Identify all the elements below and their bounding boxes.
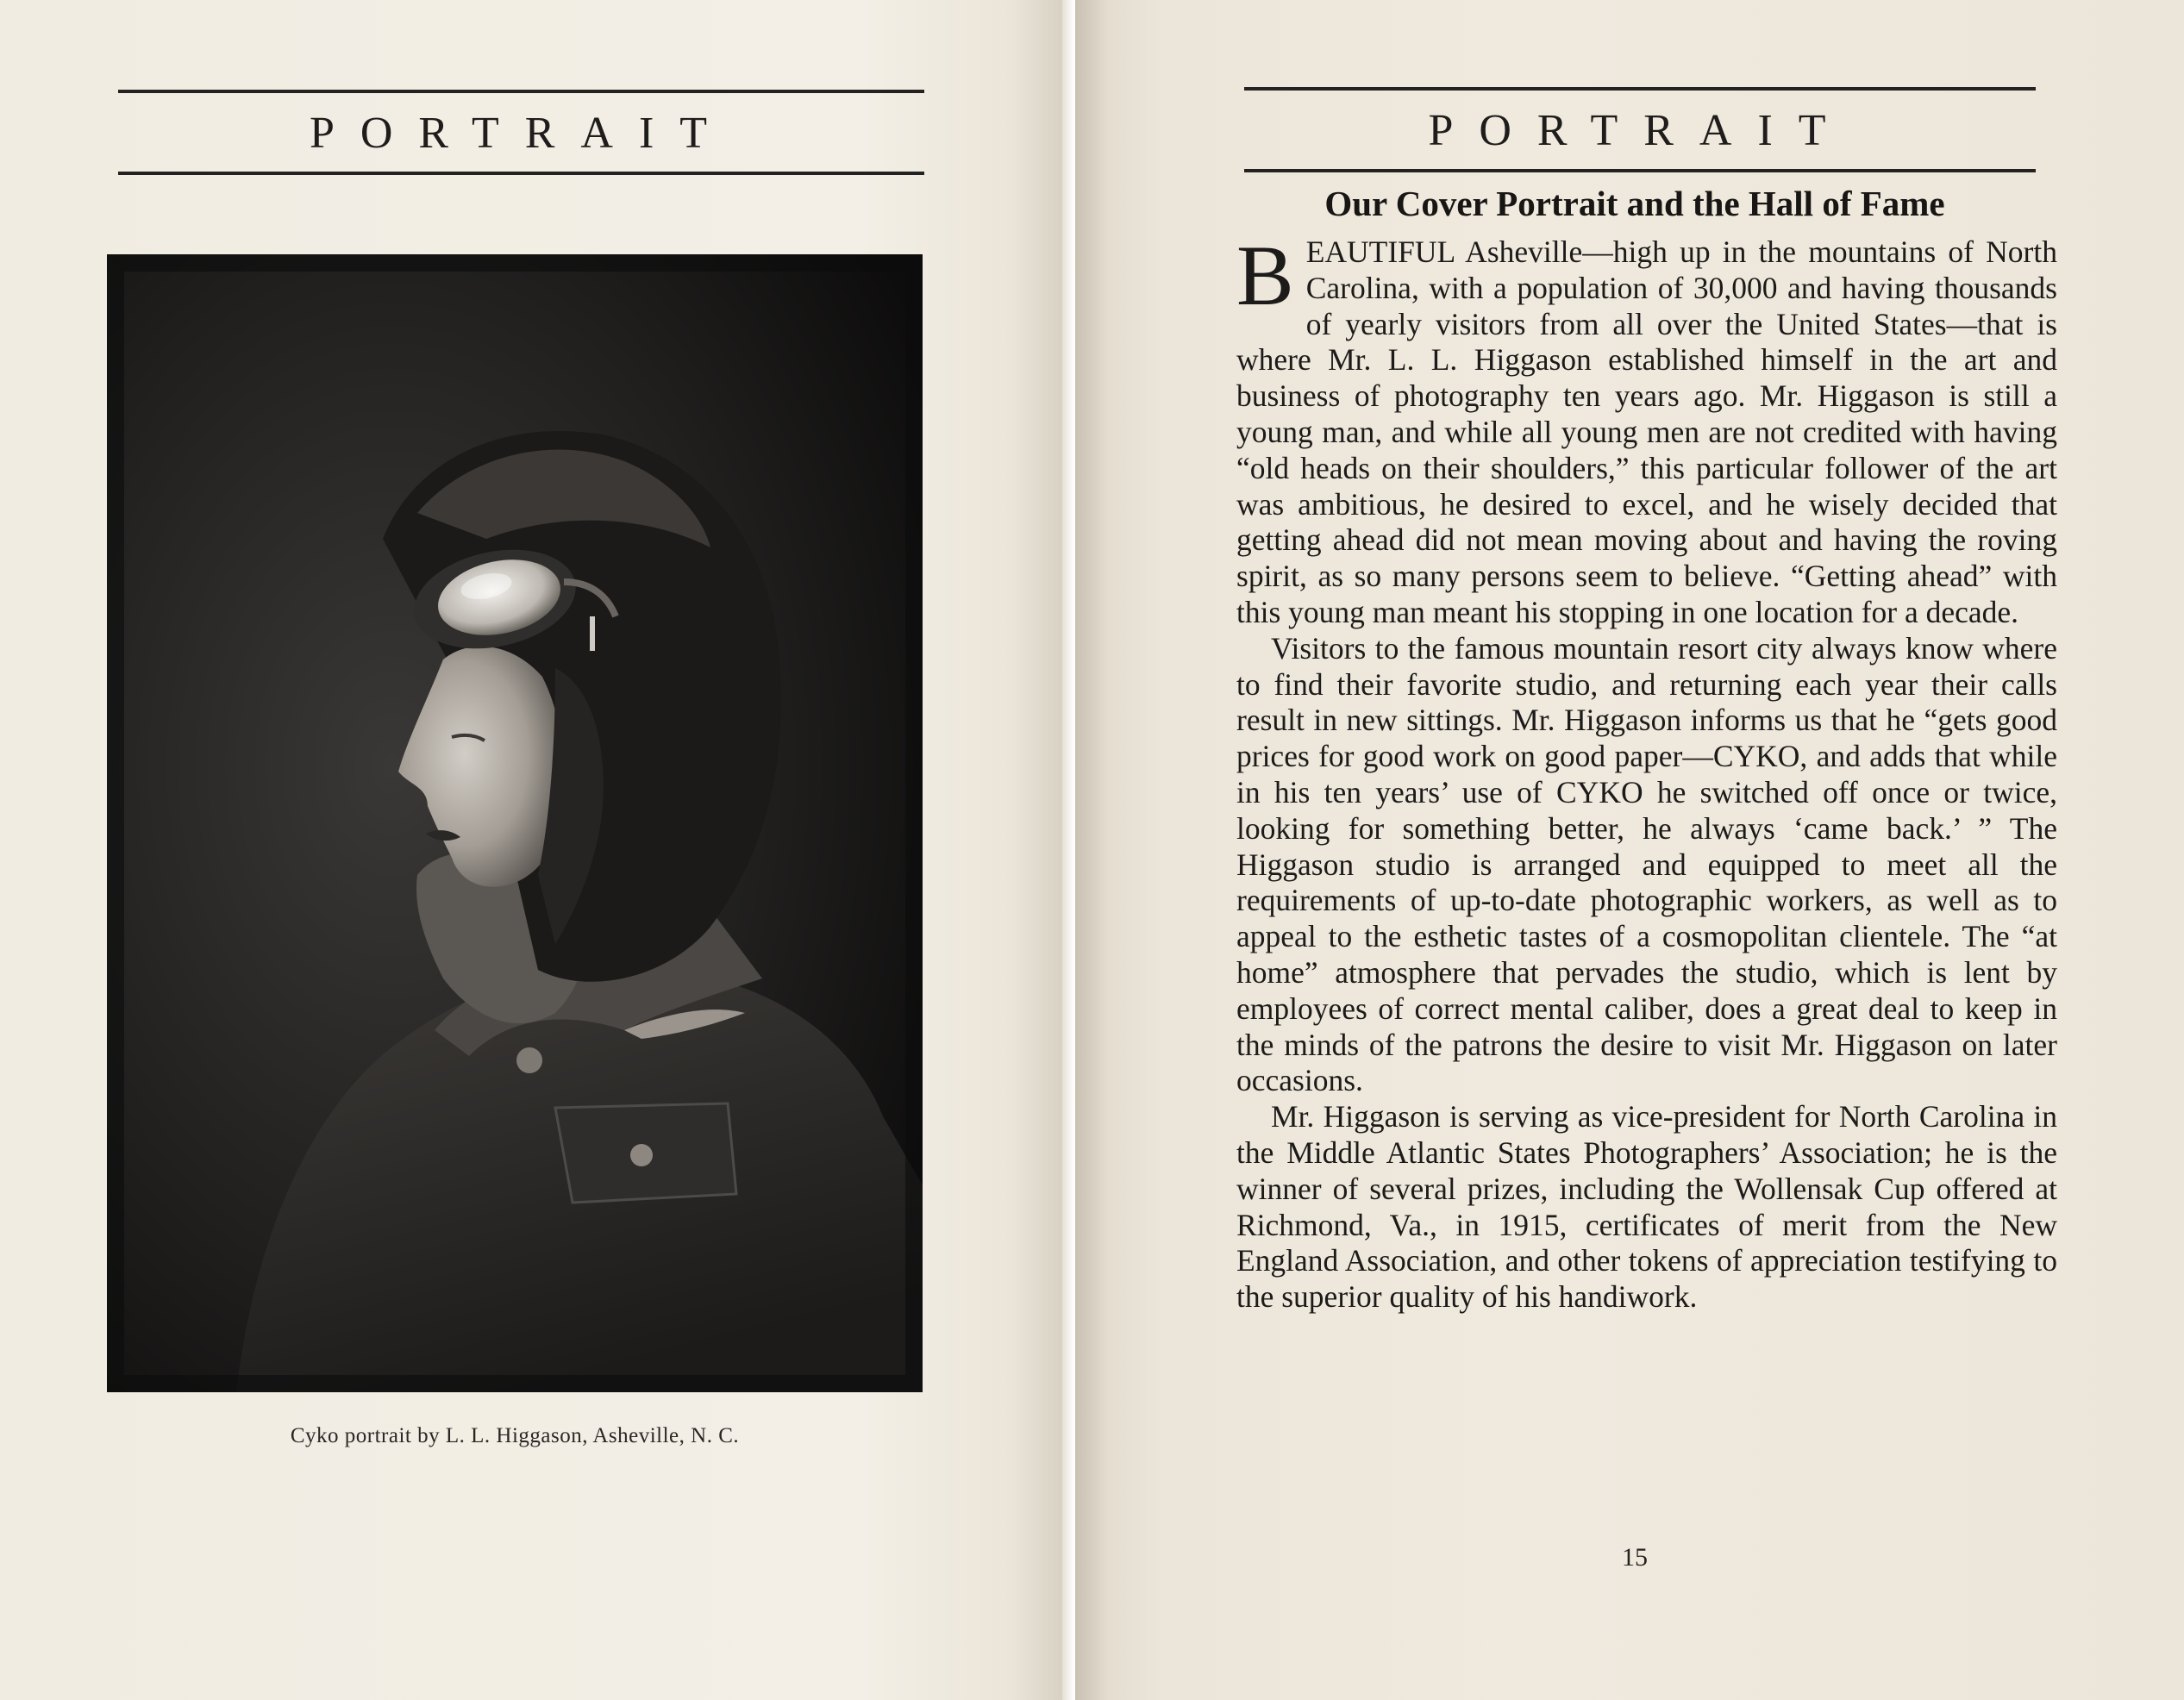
top-rule	[118, 90, 924, 93]
drop-cap: B	[1236, 228, 1294, 323]
aviator-portrait-photo	[107, 254, 923, 1392]
article-title: Our Cover Portrait and the Hall of Fame	[1324, 184, 1945, 223]
left-page	[0, 0, 1075, 1700]
article-paragraph-3: Mr. Higgason is serving as vice-president for North Carolina in the Middle Atlantic States Photographers’ Association; he is the winner of several prizes, including the Wollensak Cup offered at Richmond, Va., in 1915, certificates of merit from the New England Association, and other tokens of appreciation testifying to the superior quality of his handiwork.	[1236, 1099, 2057, 1315]
photo-caption: Cyko portrait by L. L. Higgason, Asheville, N. C.	[290, 1424, 740, 1447]
paragraph-text: EAUTIFUL Asheville—high up in the mountains of North Carolina, with a population of 30,000 and having thousands of yearly visitors from all over the United States—that is where Mr. L. L. Higgason established himself in the art and business of photography ten years ago. Mr. Higgason is still a young man, and while all young men are not credited with having “old heads on their shoulders,” this particular follower of the art was ambitious, he desired to excel, and he wisely decided that getting ahead did not mean moving about and having the roving spirit, as so many persons seem to believe. “Getting ahead” with this young man meant his stopping in one location for a decade.	[1236, 234, 2057, 629]
article-paragraph-2: Visitors to the famous mountain resort city always know where to find their favorite studio, and returning each year their calls result in new sittings. Mr. Higgason informs us that he “gets good prices for good work on good paper—CYKO, and adds that while in his ten years’ use of CYKO he switched off once or twice, looking for something better, he always ‘came back.’ ” The Higgason studio is arranged and equipped to meet all the requirements of up-to-date photographic workers, as well as to appeal to the esthetic tastes of a cosmopolitan clientele. The “at home” atmosphere that pervades the studio, which is lent by employees of correct mental caliber, does a great deal to keep in the minds of the patrons the desire to visit Mr. Higgason on later occasions.	[1236, 630, 2057, 1098]
aviator-portrait-icon	[107, 254, 923, 1392]
top-rule	[1244, 87, 2036, 91]
bottom-rule	[118, 172, 924, 175]
article-paragraph-1	[1236, 228, 2057, 631]
page-number: 15	[1622, 1543, 1648, 1572]
running-head: PORTRAIT	[1428, 106, 1852, 155]
article-body	[1236, 228, 2057, 1316]
running-head: PORTRAIT	[309, 109, 734, 158]
bottom-rule	[1244, 169, 2036, 172]
